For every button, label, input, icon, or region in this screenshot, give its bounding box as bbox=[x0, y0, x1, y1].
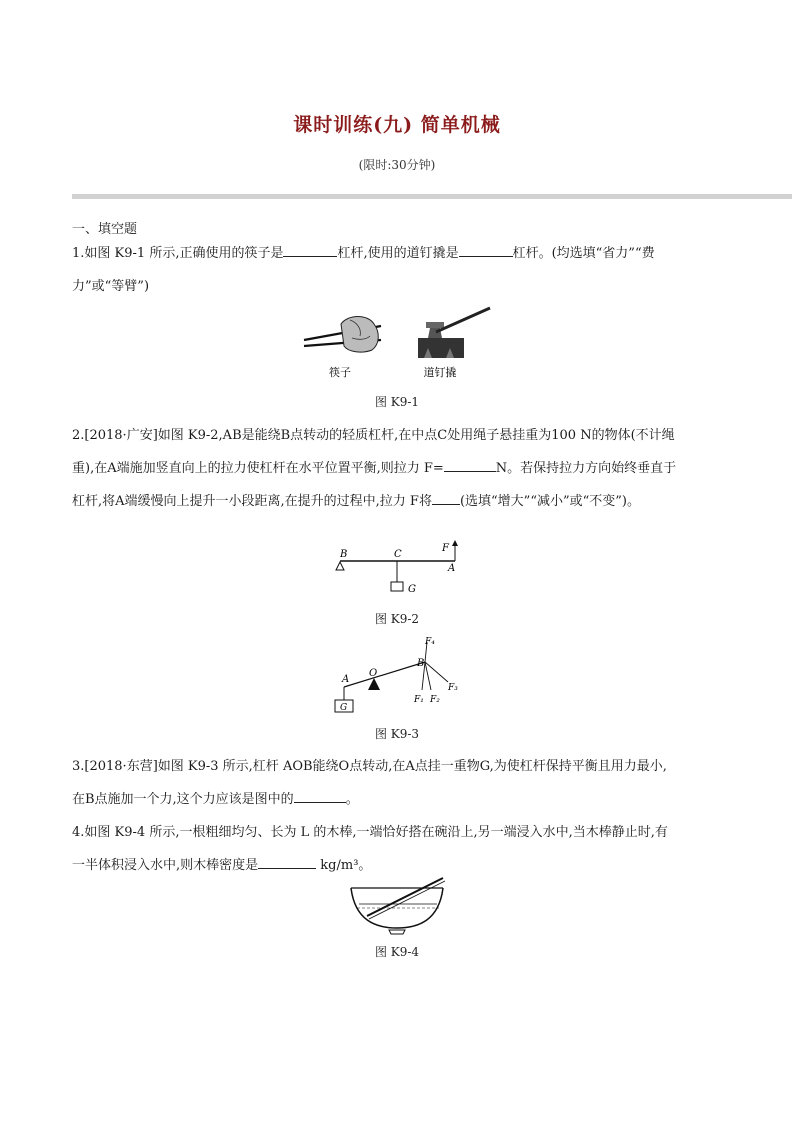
question-4: 4.如图 K9-4 所示,一根粗细均匀、长为 L 的木棒,一端恰好搭在碗沿上,另一端浸入水中,当木棒静止时,有 一半体积浸入水中,则木棒密度是 kg/m³。 bbox=[72, 825, 668, 873]
svg-text:F: F bbox=[442, 543, 449, 554]
question-2: 2.[2018·广安]如图 K9-2,AB是能绕B点转动的轻质杠杆,在中点C处用绳子悬挂重为100 N的物体(不计绳 重),在A端施加竖直向上的拉力使杠杆在水平位置平衡,则拉力 F= N。若保持拉力方向始终垂直于 杠杆,将A端缓慢向上提升一小段距离,在提升的过程中,拉力 F将 (选填“增大”“减小”或“不变”)。 bbox=[72, 428, 677, 509]
svg-text:O: O bbox=[369, 668, 378, 679]
time-limit: (限时:30分钟) bbox=[358, 158, 436, 172]
svg-text:G: G bbox=[340, 703, 348, 713]
question-3: 3.[2018·东营]如图 K9-3 所示,杠杆 AOB能绕O点转动,在A点挂一重物G,为使杠杆保持平衡且用力最小, 在B点施加一个力,这个力应该是图中的 。 bbox=[72, 759, 667, 807]
figure-k9-3 bbox=[330, 632, 470, 717]
answer-blank[interactable] bbox=[444, 457, 496, 472]
figure-k9-2 bbox=[330, 538, 470, 602]
figure-caption: 图 K9-2 bbox=[374, 612, 420, 626]
svg-text:F₂: F₂ bbox=[430, 695, 440, 705]
chopsticks-label: 筷子 bbox=[329, 366, 351, 379]
wooden-stick bbox=[367, 878, 443, 916]
question-1: 1.如图 K9-1 所示,正确使用的筷子是 杠杆,使用的道钉撬是 杠杆。(均选填“省力”“费 力”或“等臂”) bbox=[72, 237, 732, 303]
answer-blank[interactable] bbox=[283, 242, 337, 257]
lever-bar bbox=[344, 662, 425, 687]
chopsticks-illustration bbox=[304, 317, 381, 353]
svg-text:B: B bbox=[340, 549, 348, 560]
answer-blank[interactable] bbox=[432, 490, 460, 505]
answer-blank[interactable] bbox=[258, 854, 316, 869]
pivot-icon bbox=[336, 562, 344, 570]
fulcrum-icon bbox=[368, 678, 380, 690]
figure-caption: 图 K9-1 bbox=[374, 395, 420, 409]
crowbar-label: 道钉撬 bbox=[423, 366, 457, 379]
section-title: 一、填空题 bbox=[72, 222, 138, 237]
figure-k9-1 bbox=[296, 302, 496, 380]
page-title: 课时训练(九) 简单机械 bbox=[293, 114, 501, 136]
svg-text:A: A bbox=[342, 674, 350, 685]
answer-blank[interactable] bbox=[459, 242, 513, 257]
divider bbox=[72, 194, 792, 199]
svg-text:G: G bbox=[408, 584, 416, 595]
crowbar-illustration bbox=[418, 308, 490, 358]
figure-caption: 图 K9-4 bbox=[374, 945, 420, 959]
svg-text:A: A bbox=[448, 563, 456, 574]
svg-text:B: B bbox=[417, 658, 425, 669]
svg-text:C: C bbox=[394, 549, 402, 560]
force-arrow-icon bbox=[452, 540, 458, 546]
figure-caption: 图 K9-3 bbox=[374, 727, 420, 741]
svg-text:F₃: F₃ bbox=[448, 683, 458, 693]
svg-text:F₁: F₁ bbox=[414, 695, 424, 705]
figure-k9-4 bbox=[345, 874, 449, 936]
answer-blank[interactable] bbox=[294, 788, 346, 803]
weight-box bbox=[391, 582, 403, 591]
svg-text:F₄: F₄ bbox=[425, 637, 435, 647]
